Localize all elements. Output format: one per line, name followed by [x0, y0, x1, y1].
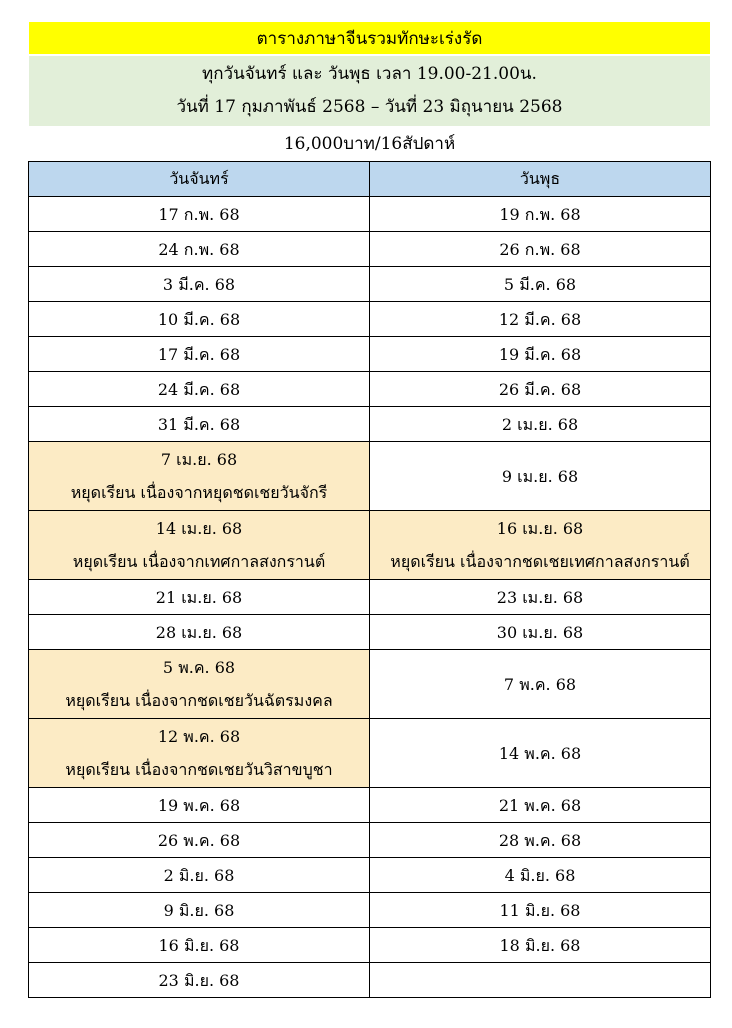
schedule-title-text: ตารางภาษาจีนรวมทักษะเร่งรัด [256, 28, 483, 49]
schedule-cell-monday [29, 197, 370, 232]
class-date: 26 พ.ค. 68 [157, 830, 241, 850]
schedule-cell-monday [29, 928, 370, 963]
schedule-cell-wednesday [370, 197, 711, 232]
class-date: 26 ก.พ. 68 [499, 239, 581, 259]
class-date: 10 มี.ค. 68 [157, 309, 241, 329]
class-date: 7 พ.ค. 68 [503, 674, 577, 694]
schedule-cell-monday [29, 615, 370, 650]
table-row [29, 232, 711, 267]
class-date: 14 เม.ย. 68 [155, 519, 243, 538]
class-date: 23 มิ.ย. 68 [158, 970, 240, 990]
schedule-cell-monday [29, 302, 370, 337]
class-date: 2 มิ.ย. 68 [163, 865, 235, 885]
schedule-cell-wednesday [370, 823, 711, 858]
date-range-line: วันที่ 17 กุมภาพันธ์ 2568 – วันที่ 23 มิถุนายน 2568 [176, 97, 563, 117]
schedule-cell-wednesday [370, 963, 711, 998]
table-row [29, 302, 711, 337]
schedule-cell-wednesday [370, 788, 711, 823]
class-date: 30 เม.ย. 68 [496, 622, 584, 642]
holiday-note: หยุดเรียน เนื่องจากชดเชยเทศกาลสงกรานต์ [390, 552, 690, 571]
schedule-cell-wednesday [370, 407, 711, 442]
table-row [29, 650, 711, 719]
class-date: 17 ก.พ. 68 [158, 204, 240, 224]
class-date: 5 มี.ค. 68 [503, 274, 577, 294]
schedule-cell-monday [29, 511, 370, 580]
schedule-cell-wednesday [370, 893, 711, 928]
table-row [29, 267, 711, 302]
holiday-note: หยุดเรียน เนื่องจากหยุดชดเชยวันจักรี [70, 483, 328, 502]
class-date: 7 เม.ย. 68 [160, 450, 238, 469]
class-date: 14 พ.ค. 68 [498, 743, 582, 763]
class-date: 9 เม.ย. 68 [501, 466, 579, 486]
schedule-cell-wednesday [370, 858, 711, 893]
class-date: 9 มิ.ย. 68 [163, 900, 235, 920]
table-row [29, 858, 711, 893]
table-row [29, 788, 711, 823]
schedule-cell-monday [29, 893, 370, 928]
table-row [29, 580, 711, 615]
schedule-cell-wednesday [370, 372, 711, 407]
schedule-cell-monday [29, 788, 370, 823]
schedule-subheader [29, 56, 710, 126]
schedule-table-body [29, 197, 711, 998]
schedule-cell-wednesday [370, 928, 711, 963]
table-row [29, 407, 711, 442]
class-date: 21 พ.ค. 68 [498, 795, 582, 815]
class-date: 16 เม.ย. 68 [496, 519, 584, 538]
schedule-cell-monday [29, 580, 370, 615]
schedule-cell-monday [29, 407, 370, 442]
class-date: 12 พ.ค. 68 [157, 727, 241, 746]
price-line [29, 127, 710, 159]
table-row [29, 337, 711, 372]
class-date: 5 พ.ค. 68 [162, 658, 236, 677]
table-header-row [29, 162, 711, 197]
class-date: 26 มี.ค. 68 [498, 379, 582, 399]
schedule-cell-wednesday [370, 511, 711, 580]
holiday-note: หยุดเรียน เนื่องจากชดเชยวันฉัตรมงคล [65, 691, 333, 710]
class-date: 19 มี.ค. 68 [498, 344, 582, 364]
class-date: 17 มี.ค. 68 [157, 344, 241, 364]
schedule-cell-monday [29, 337, 370, 372]
holiday-note: หยุดเรียน เนื่องจากเทศกาลสงกรานต์ [72, 552, 326, 571]
class-date: 2 เม.ย. 68 [501, 414, 579, 434]
table-row [29, 928, 711, 963]
holiday-note: หยุดเรียน เนื่องจากชดเชยวันวิสาขบูชา [65, 760, 333, 779]
class-date: 21 เม.ย. 68 [155, 587, 243, 607]
class-time-line: ทุกวันจันทร์ และ วันพุธ เวลา 19.00-21.00น. [202, 64, 537, 84]
class-date: 28 เม.ย. 68 [155, 622, 243, 642]
table-row [29, 372, 711, 407]
table-row [29, 511, 711, 580]
schedule-cell-monday [29, 267, 370, 302]
schedule-cell-monday [29, 232, 370, 267]
schedule-cell-wednesday [370, 267, 711, 302]
schedule-cell-monday [29, 858, 370, 893]
price-text: 16,000บาท/16สัปดาห์ [283, 133, 456, 154]
class-date: 19 ก.พ. 68 [499, 204, 581, 224]
class-date: 19 พ.ค. 68 [157, 795, 241, 815]
table-row [29, 442, 711, 511]
class-date: 31 มี.ค. 68 [157, 414, 241, 434]
class-date: 23 เม.ย. 68 [496, 587, 584, 607]
schedule-cell-wednesday [370, 442, 711, 511]
schedule-title [29, 22, 710, 54]
schedule-cell-wednesday [370, 615, 711, 650]
table-row [29, 963, 711, 998]
table-row [29, 719, 711, 788]
schedule-cell-monday [29, 650, 370, 719]
class-date: 28 พ.ค. 68 [498, 830, 582, 850]
class-date: 11 มิ.ย. 68 [499, 900, 581, 920]
table-row [29, 197, 711, 232]
table-row [29, 615, 711, 650]
schedule-cell-monday [29, 823, 370, 858]
schedule-cell-wednesday [370, 650, 711, 719]
class-date: 3 มี.ค. 68 [162, 274, 236, 294]
column-header-monday: วันจันทร์ [29, 162, 370, 197]
class-date: 4 มิ.ย. 68 [504, 865, 576, 885]
schedule-cell-wednesday [370, 719, 711, 788]
class-date: 12 มี.ค. 68 [498, 309, 582, 329]
column-header-wednesday: วันพุธ [370, 162, 711, 197]
class-date: 16 มิ.ย. 68 [158, 935, 240, 955]
schedule-cell-wednesday [370, 232, 711, 267]
class-date: 18 มิ.ย. 68 [499, 935, 581, 955]
schedule-cell-monday [29, 719, 370, 788]
table-row [29, 823, 711, 858]
schedule-cell-wednesday [370, 337, 711, 372]
schedule-table [28, 161, 711, 998]
schedule-cell-monday [29, 372, 370, 407]
class-date: 24 ก.พ. 68 [158, 239, 240, 259]
schedule-cell-wednesday [370, 302, 711, 337]
schedule-cell-wednesday [370, 580, 711, 615]
schedule-cell-monday [29, 963, 370, 998]
schedule-cell-monday [29, 442, 370, 511]
class-date: 24 มี.ค. 68 [157, 379, 241, 399]
table-row [29, 893, 711, 928]
